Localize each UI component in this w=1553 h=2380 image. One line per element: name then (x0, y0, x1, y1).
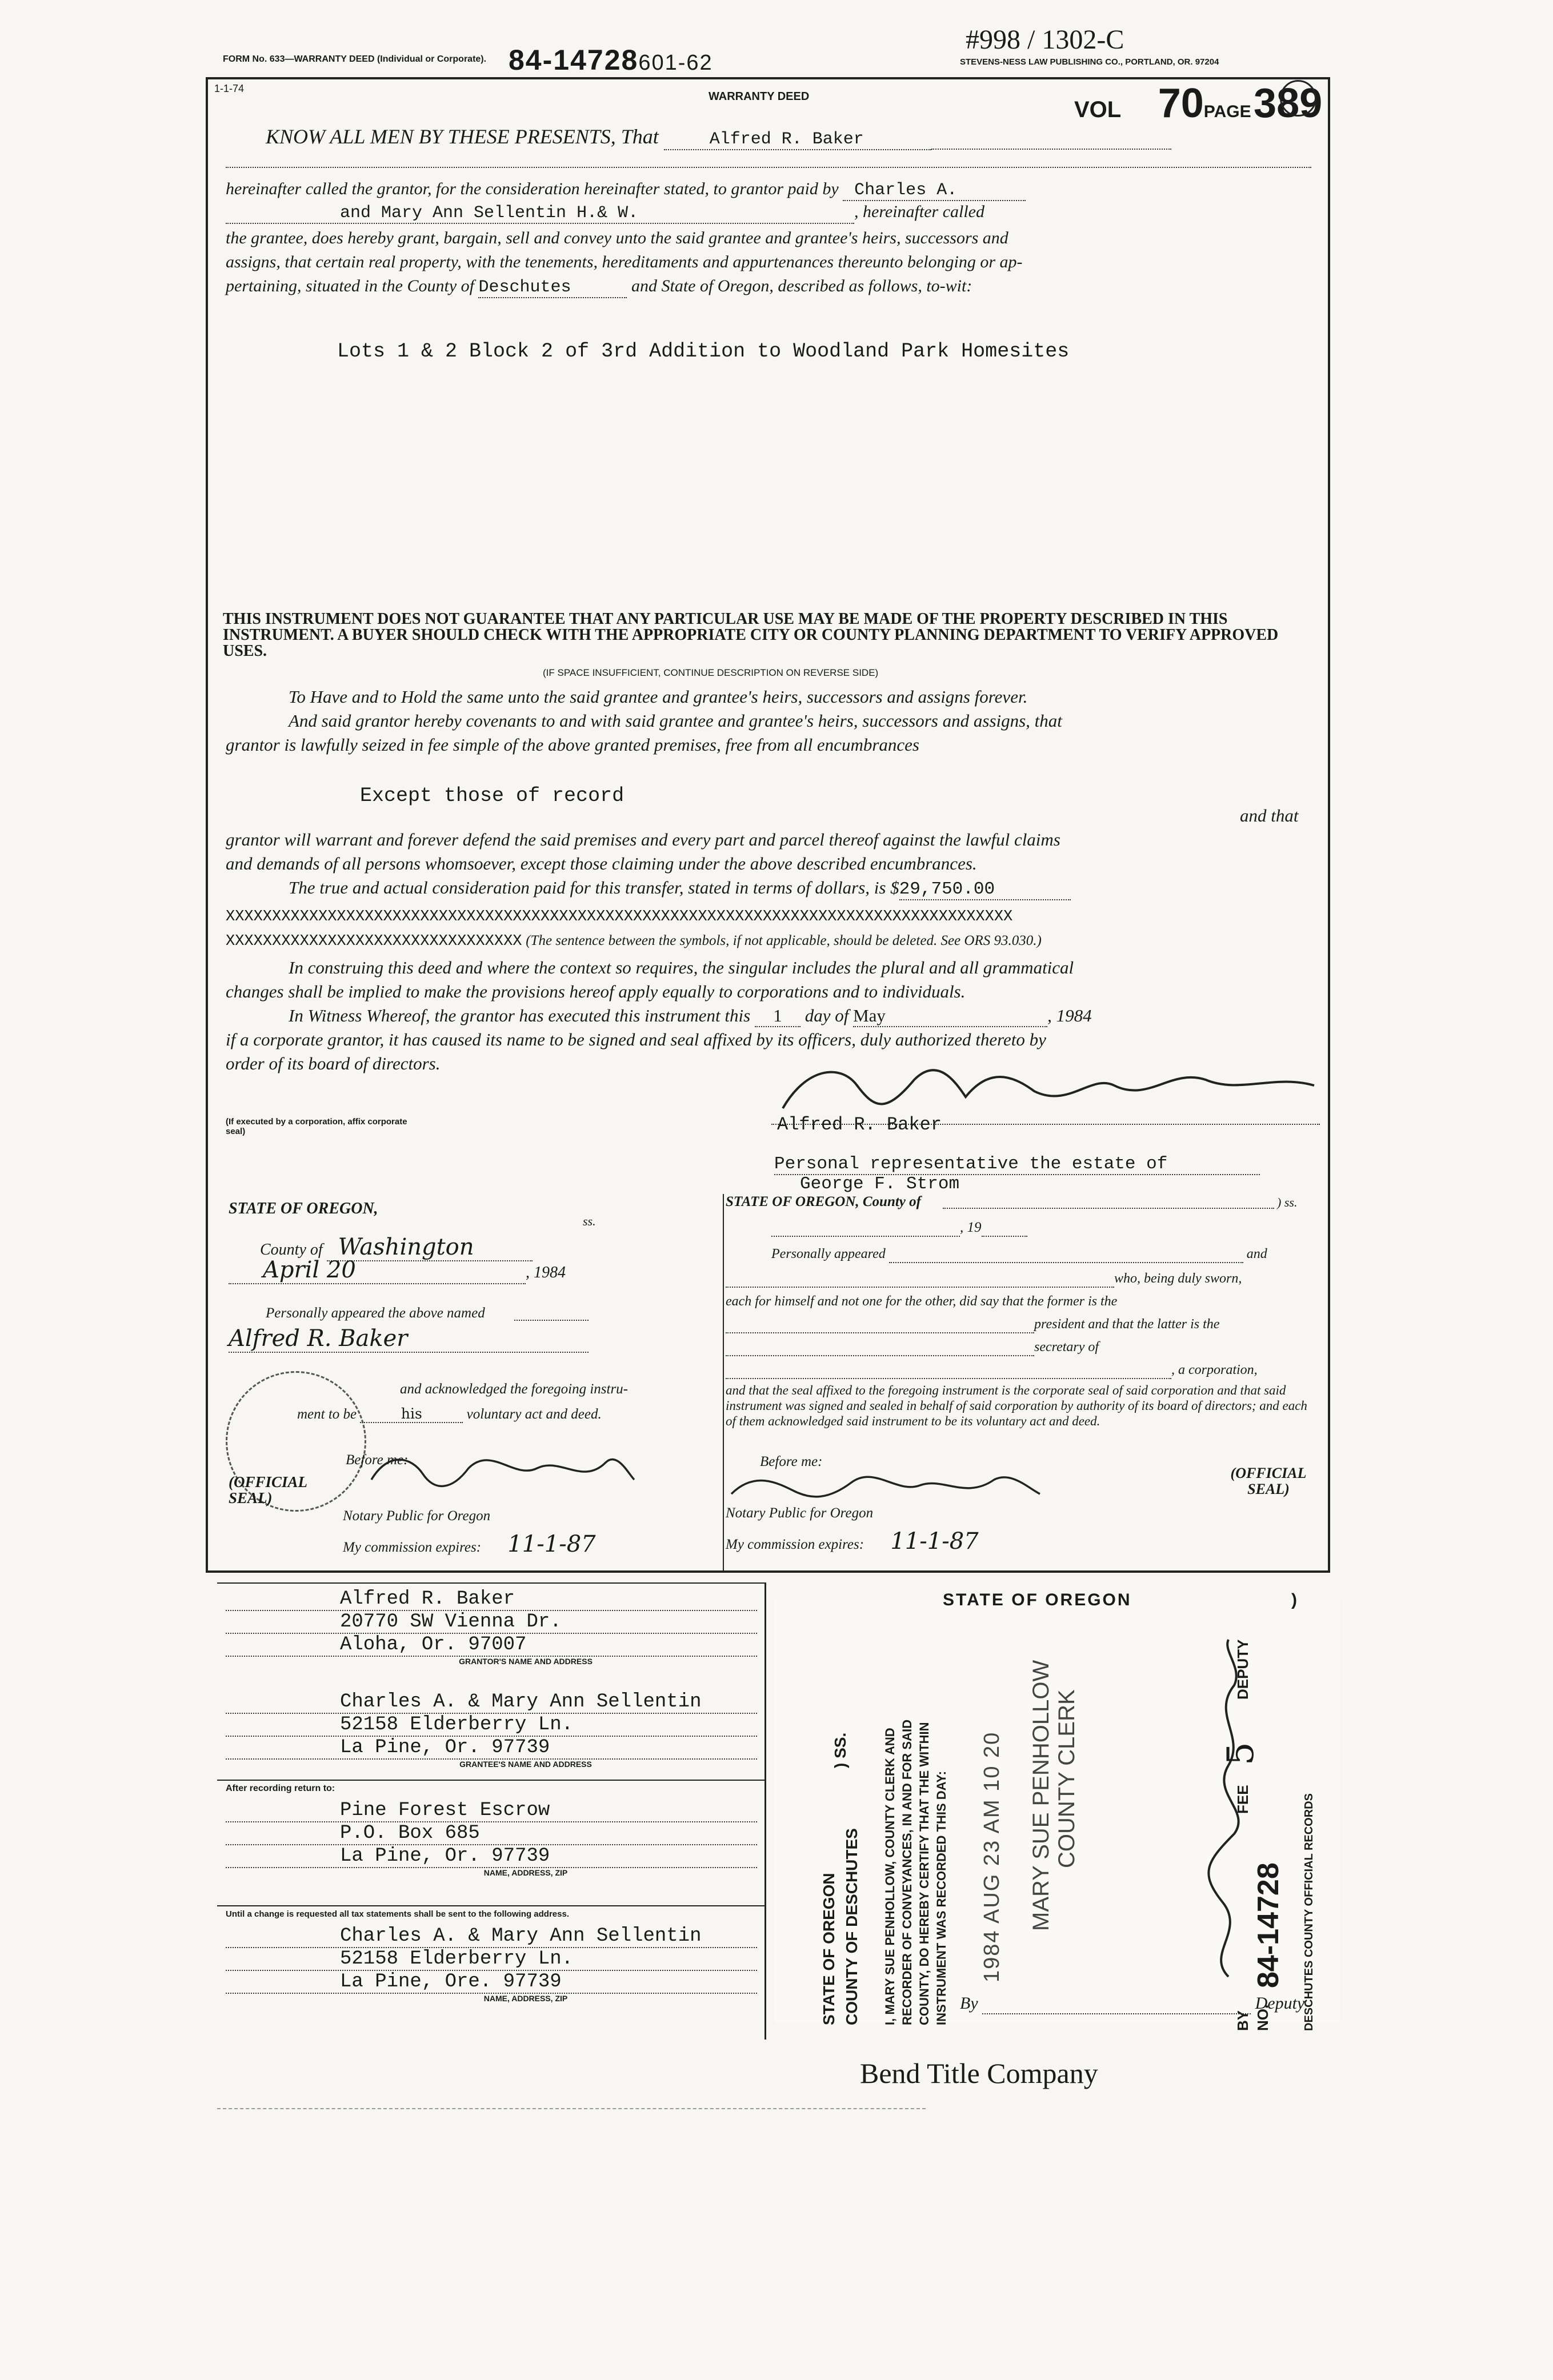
recorder-header-bracket: ) (1291, 1590, 1297, 1609)
record-number-suffix: 601-62 (638, 51, 713, 75)
left-commission-date: 11-1-87 (507, 1531, 596, 1557)
left-before-me: Before me: (346, 1452, 409, 1468)
left-commission-label: My commission expires: (343, 1540, 482, 1555)
return-rule (217, 1780, 766, 1781)
record-number-main: 84-14728 (509, 44, 639, 76)
corp-2: order of its board of directors. (226, 1053, 441, 1073)
tax-address-block (226, 1925, 757, 2003)
rec-by-text: By (960, 1994, 978, 2013)
rec-ss: ) SS. (831, 1732, 849, 1768)
corp-seal-note: (If executed by a corporation, affix corporate seal) (226, 1117, 407, 1136)
grantee-label: GRANTEE'S NAME AND ADDRESS (459, 1760, 592, 1769)
covenant-2: grantor is lawfully seized in fee simple of the above granted premises, free from all encumbrances (226, 735, 919, 755)
right-year-text: , 19 (960, 1220, 982, 1235)
left-official-seal: (OFFICIAL SEAL) (229, 1473, 307, 1506)
right-official-seal: (OFFICIAL SEAL) (1230, 1465, 1307, 1497)
legal-description: Lots 1 & 2 Block 2 of 3rd Addition to Woodland Park Homesites (337, 340, 1070, 363)
rec-by: BY (1234, 2010, 1251, 2031)
dotted-line (226, 166, 1311, 168)
know-all-line (266, 125, 1171, 150)
left-year: , 1984 (526, 1264, 566, 1281)
warrant-1: grantor will warrant and forever defend the said premises and every part and parcel thereof against the lawful claims (226, 830, 1060, 850)
left-notary-title: Notary Public for Oregon (343, 1508, 491, 1524)
rec-clerk-title: COUNTY CLERK (1054, 1689, 1079, 1868)
recorder-header: STATE OF OREGON (943, 1590, 1132, 1609)
rec-by-line (960, 1994, 1304, 2014)
hereinafter-called-2: , hereinafter called (854, 202, 984, 221)
rec-cert-2: RECORDER OF CONVEYANCES, IN AND FOR SAID (900, 1720, 914, 2025)
construing-2: changes shall be implied to make the provisions hereof apply equally to corporations and to individuals. (226, 981, 966, 1001)
grantor-signature (771, 1045, 1331, 1125)
left-his: his (360, 1405, 463, 1423)
witness-year: , 1984 (1047, 1005, 1092, 1025)
corp-1: if a corporate grantor, it has caused its name to be signed and seal affixed by its officers, duly authorized thereto by (226, 1029, 1046, 1049)
page-label: PAGE (1203, 102, 1251, 121)
right-each-for: each for himself and not one for the other, did say that the former is the (726, 1294, 1118, 1309)
grant-line-1: the grantee, does hereby grant, bargain, sell and convey unto the said grantee and grantee's heirs, successors and (226, 229, 1008, 247)
rec-clerk-name: MARY SUE PENHOLLOW (1028, 1660, 1054, 1931)
tax-city: La Pine, Ore. 97739 (226, 1971, 757, 1994)
return-name: Pine Forest Escrow (226, 1800, 757, 1822)
return-city: La Pine, Or. 97739 (226, 1845, 757, 1868)
and-that: and that (1240, 806, 1299, 826)
grantor-name-field: Alfred R. Baker (664, 130, 931, 150)
publisher-logo-icon (1280, 80, 1316, 117)
left-county-value: Washington (327, 1234, 533, 1261)
witness-line (289, 1005, 1092, 1027)
grantor-name: Alfred R. Baker (226, 1588, 757, 1611)
know-all-text: KNOW ALL MEN BY THESE PRESENTS, That (266, 125, 659, 148)
rep-line-2: George F. Strom (800, 1174, 960, 1194)
left-appeared: Personally appeared the above named (266, 1305, 485, 1321)
grantee-line (226, 202, 984, 224)
title-company: Bend Title Company (860, 2057, 1098, 2089)
tax-label: Until a change is requested all tax statements shall be sent to the following address. (226, 1909, 569, 1919)
right-corporation-line (726, 1363, 1258, 1379)
dotted-line (514, 1319, 589, 1321)
to-have: To Have and to Hold the same unto the said grantee and grantee's heirs, successors and assigns forever. (289, 687, 1028, 707)
right-notary-title: Notary Public for Oregon (726, 1505, 874, 1521)
grantor-city: Aloha, Or. 97007 (226, 1634, 757, 1657)
rec-records: DESCHUTES COUNTY OFFICIAL RECORDS (1303, 1793, 1315, 2031)
handwritten-id: #998 / 1302-C (966, 25, 1124, 55)
left-voluntary: voluntary act and deed. (466, 1407, 602, 1422)
bottom-rule (217, 2108, 926, 2109)
return-label: After recording return to: (226, 1784, 335, 1793)
tax-street: 52158 Elderberry Ln. (226, 1948, 757, 1971)
witness-month: May (853, 1005, 1047, 1027)
left-ss: ss. (583, 1214, 596, 1228)
page-number: 389 (1254, 81, 1323, 126)
struck-line-2: XXXXXXXXXXXXXXXXXXXXXXXXXXXXXXXX (226, 933, 522, 950)
consideration-text: The true and actual consideration paid for this transfer, stated in terms of dollars, is $ (289, 878, 899, 897)
record-number (509, 43, 713, 77)
space-note: (IF SPACE INSUFFICIENT, CONTINUE DESCRIPTION ON REVERSE SIDE) (543, 667, 879, 678)
disclaimer: THIS INSTRUMENT DOES NOT GUARANTEE THAT ANY PARTICULAR USE MAY BE MADE OF THE PROPERTY DESCRIBED IN THIS INSTRUMENT. A BUYER SHOULD CHECK WITH THE APPROPRIATE CITY OR COUNTY PLANNING DEPARTMENT TO VERIFY APPROVED USES. (223, 610, 1279, 660)
right-notary-signature (726, 1460, 1046, 1511)
consideration-amount: 29,750.00 (899, 879, 1071, 900)
right-commission-date: 11-1-87 (890, 1528, 979, 1554)
covenant-1: And said grantor hereby covenants to and with said grantee and grantee's heirs, successors and assigns, that (289, 711, 1062, 731)
right-year (771, 1220, 1027, 1237)
rec-cert-3: COUNTY, DO HEREBY CERTIFY THAT THE WITHIN (917, 1722, 931, 2025)
form-line: FORM No. 633—WARRANTY DEED (Individual or Corporate). (223, 54, 487, 64)
right-secretary-line (726, 1340, 1099, 1356)
publisher: STEVENS-NESS LAW PUBLISHING CO., PORTLAND, OR. 97204 (960, 57, 1219, 67)
rec-county: COUNTY OF DESCHUTES (843, 1828, 860, 2025)
grantor-address-block (226, 1588, 757, 1666)
county-field: Deschutes (478, 278, 627, 298)
grantor-label: GRANTOR'S NAME AND ADDRESS (459, 1657, 593, 1666)
witness-text: In Witness Whereof, the grantor has executed this instrument this (289, 1005, 751, 1025)
grant-line-3a: pertaining, situated in the County of (226, 277, 474, 295)
right-state: STATE OF OREGON, County of (726, 1194, 921, 1209)
warrant-2: and demands of all persons whomsoever, except those claiming under the above described encumbrances. (226, 854, 977, 874)
vol-number: 70 (1158, 81, 1204, 126)
rec-deputy: DEPUTY (1234, 1639, 1251, 1700)
rec-fee-label: FEE (1234, 1785, 1251, 1814)
rec-cert-4: INSTRUMENT WAS RECORDED THIS DAY: (934, 1771, 948, 2025)
address-divider (765, 1582, 766, 2040)
grantee-second-field: and Mary Ann Sellentin H.& W. (226, 203, 854, 224)
grant-line-3 (226, 277, 972, 298)
doc-title: WARRANTY DEED (709, 90, 810, 103)
dotted-line (943, 1207, 1274, 1209)
rec-deputy-text: Deputy (1255, 1994, 1305, 2013)
rec-no-label: NO. (1254, 2004, 1271, 2031)
vol-label: VOL (1074, 97, 1122, 122)
struck-line-1: XXXXXXXXXXXXXXXXXXXXXXXXXXXXXXXXXXXXXXXXXXXXXXXXXXXXXXXXXXXXXXXXXXXXXXXXXXXXXXXXXXXXX (226, 908, 1013, 925)
left-county-label: County of (260, 1241, 323, 1259)
rec-cert-1: I, MARY SUE PENHOLLOW, COUNTY CLERK AND (883, 1728, 897, 2025)
grantor-street: 20770 SW Vienna Dr. (226, 1611, 757, 1634)
rec-stamp-date: 1984 AUG 23 AM 10 20 (980, 1731, 1004, 1982)
grantee-city: La Pine, Or. 97739 (226, 1737, 757, 1760)
tax-caption: NAME, ADDRESS, ZIP (483, 1994, 568, 2003)
right-commission-label: My commission expires: (726, 1537, 864, 1552)
right-president-line (726, 1317, 1219, 1333)
tax-rule (217, 1905, 766, 1906)
right-corporation: , a corporation, (1171, 1363, 1258, 1377)
day-of: day of (804, 1005, 849, 1025)
right-sworn-line (726, 1271, 1242, 1288)
right-commission (726, 1528, 979, 1554)
left-date-value: April 20 (229, 1257, 526, 1284)
left-notary-signature (366, 1440, 640, 1497)
exception: Except those of record (360, 784, 625, 807)
paid-by-line (226, 179, 1026, 201)
left-appeared-name: Alfred R. Baker (229, 1325, 589, 1353)
right-ss: ) ss. (1277, 1195, 1298, 1209)
right-before-me: Before me: (760, 1454, 823, 1469)
tax-name: Charles A. & Mary Ann Sellentin (226, 1925, 757, 1948)
left-acknowledged: and acknowledged the foregoing instru- (400, 1381, 629, 1397)
grantee-street: 52158 Elderberry Ln. (226, 1714, 757, 1737)
right-who-sworn: who, being duly sworn, (1114, 1271, 1242, 1286)
rec-state: STATE OF OREGON (820, 1873, 838, 2025)
rec-fee-value: 5 (1220, 1742, 1262, 1765)
right-secretary: secretary of (1034, 1340, 1099, 1355)
return-address-block (226, 1800, 757, 1877)
form-date: 1-1-74 (214, 83, 245, 94)
paid-by-text: hereinafter called the grantor, for the consideration hereinafter stated, to grantor paid by (226, 179, 839, 198)
signed-name: Alfred R. Baker (777, 1114, 942, 1135)
right-personally-appeared: Personally appeared (771, 1247, 886, 1261)
grant-line-3b: and State of Oregon, described as follows, to-wit: (631, 277, 972, 295)
grant-line-2: assigns, that certain real property, with the tenements, hereditaments and appurtenances thereunto belonging or ap- (226, 253, 1023, 271)
right-personally-line (771, 1247, 1267, 1263)
rec-no-value: 84-14728 (1252, 1862, 1285, 1988)
left-date-line (229, 1257, 566, 1284)
grantee-name: Charles A. & Mary Ann Sellentin (226, 1691, 757, 1714)
right-and: and (1246, 1247, 1267, 1261)
return-caption: NAME, ADDRESS, ZIP (483, 1868, 568, 1877)
grantee-first-field: Charles A. (843, 181, 1026, 201)
left-commission (343, 1531, 596, 1557)
rep-line-1: Personal representative the estate of (774, 1154, 1260, 1175)
construing-1: In construing this deed and where the context so requires, the singular includes the plural and all grammatical (289, 957, 1074, 977)
right-seal-text: and that the seal affixed to the foregoing instrument is the corporate seal of said corporation and that said instrument was signed and sealed in behalf of said corporation by authority of its board of directors; and each of them acknowledged said instrument to be its voluntary act and deed. (726, 1383, 1307, 1428)
address-top-rule (217, 1582, 766, 1584)
notary-divider (723, 1194, 724, 1571)
grantee-address-block (226, 1691, 757, 1769)
left-ment-to-be: ment to be (297, 1407, 357, 1422)
consideration-line (289, 878, 1071, 900)
witness-day: 1 (755, 1005, 800, 1027)
return-street: P.O. Box 685 (226, 1822, 757, 1845)
right-president: president and that the latter is the (1034, 1317, 1220, 1332)
left-state: STATE OF OREGON, (229, 1200, 378, 1217)
symbols-note: (The sentence between the symbols, if not applicable, should be deleted. See ORS 93.030.) (526, 933, 1042, 948)
struck-line-2-wrap (226, 931, 1042, 950)
